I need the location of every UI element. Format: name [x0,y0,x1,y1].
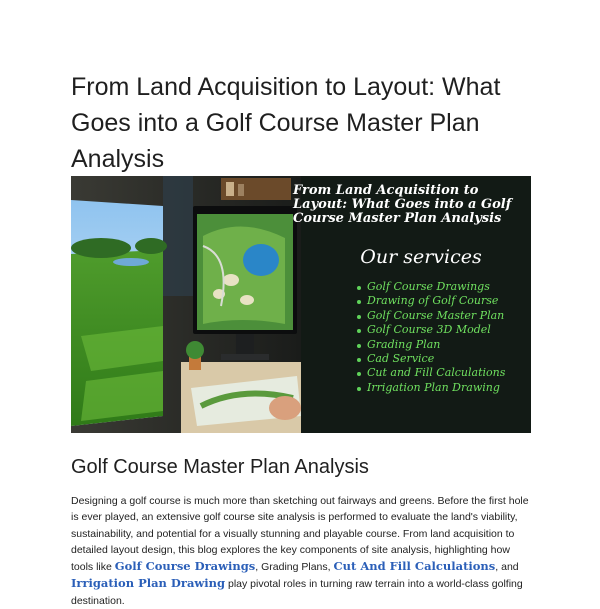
paragraph-text: , Grading Plans, [255,561,334,574]
list-item: Golf Course 3D Model [357,323,529,337]
paragraph-text: play pivotal roles in turning raw terrain into a world-class golfing destination. [71,578,523,607]
list-item: Irrigation Plan Drawing [357,381,529,395]
services-list [293,280,529,395]
irrigation-plan-drawing-link[interactable]: Irrigation Plan Drawing [71,576,226,591]
list-item: Golf Course Master Plan [357,309,529,323]
hero-title: From Land Acquisition to Layout: What Goes into a Golf Course Master Plan Analysis [293,183,512,226]
paragraph-text: Designing a golf course is much more than sketching out fairways and greens. Before the first hole is ever played, an extensive golf course site analysis is performed to evaluate the land's viability, sustainability, and potential for a visually stunning and playable course. From land acquisition to detailed layout design, this blog explores the key components of site analysis, highlighting how tools like [71,495,529,574]
body-paragraph [71,493,533,609]
list-item: Drawing of Golf Course [357,294,529,308]
services-heading: Our services [360,246,482,268]
hero-overlay-text [293,184,529,395]
list-item: Cut and Fill Calculations [357,366,529,380]
section-heading: Golf Course Master Plan Analysis [71,456,369,478]
cut-and-fill-calculations-link[interactable]: Cut And Fill Calculations [333,559,496,574]
list-item: Grading Plan [357,338,529,352]
golf-course-drawings-link[interactable]: Golf Course Drawings [114,559,256,574]
list-item: Cad Service [357,352,529,366]
page-title: From Land Acquisition to Layout: What Goes into a Golf Course Master Plan Analysis [71,73,501,173]
paragraph-text: , and [495,561,519,574]
list-item: Golf Course Drawings [357,280,529,294]
hero-banner-image [71,176,531,433]
